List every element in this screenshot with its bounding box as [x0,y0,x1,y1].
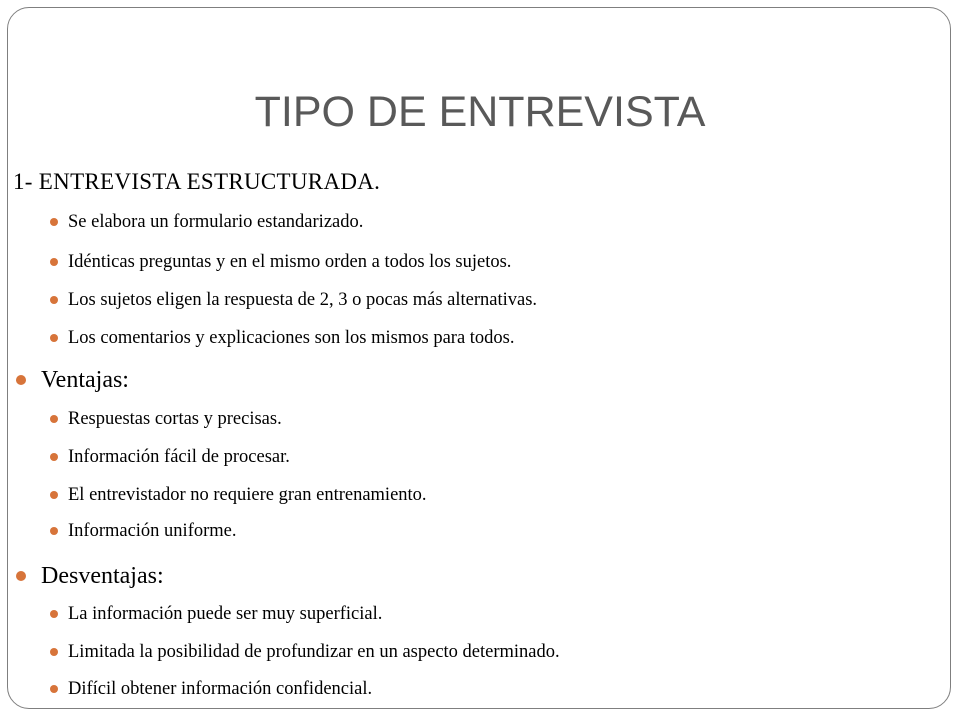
list-item [50,444,290,470]
slide-title: TIPO DE ENTREVISTA [254,88,706,136]
list-item-text: Información uniforme. [68,521,237,541]
bullet-icon [16,375,26,385]
bullet-icon [16,571,26,581]
list-item-text: La información puede ser muy superficial. [68,604,383,624]
list-item-text: Idénticas preguntas y en el mismo orden a todos los sujetos. [68,252,512,272]
list-item-text: Limitada la posibilidad de profundizar en un aspecto determinado. [68,642,560,662]
list-item [50,518,237,544]
bullet-icon [50,610,58,618]
bullet-icon [50,415,58,423]
list-item-text: El entrevistador no requiere gran entrenamiento. [68,485,427,505]
bullet-icon [50,296,58,304]
list-item [50,639,560,665]
desventajas-label: Desventajas: [41,563,164,589]
bullet-icon [50,218,58,226]
list-item-text: Información fácil de procesar. [68,447,290,467]
bullet-icon [50,258,58,266]
list-item [50,287,537,313]
list-item-text: Se elabora un formulario estandarizado. [68,212,364,232]
bullet-icon [50,685,58,693]
list-item [50,249,511,275]
list-item [50,325,515,351]
list-item [50,209,363,235]
bullet-icon [50,648,58,656]
bullet-icon [50,453,58,461]
list-item-text: Los sujetos eligen la respuesta de 2, 3 o pocas más alternativas. [68,290,538,310]
list-item [50,676,372,702]
bullet-icon [50,527,58,535]
ventajas-label: Ventajas: [41,367,129,393]
list-item [50,482,427,508]
list-item-text: Respuestas cortas y precisas. [68,409,282,429]
desventajas-heading [16,561,164,591]
list-item-text: Los comentarios y explicaciones son los mismos para todos. [68,328,515,348]
section-heading: 1- ENTREVISTA ESTRUCTURADA. [13,169,381,194]
list-item-text: Difícil obtener información confidencial. [68,679,373,699]
ventajas-heading [16,365,129,395]
bullet-icon [50,491,58,499]
list-item [50,601,382,627]
list-item [50,406,282,432]
bullet-icon [50,334,58,342]
